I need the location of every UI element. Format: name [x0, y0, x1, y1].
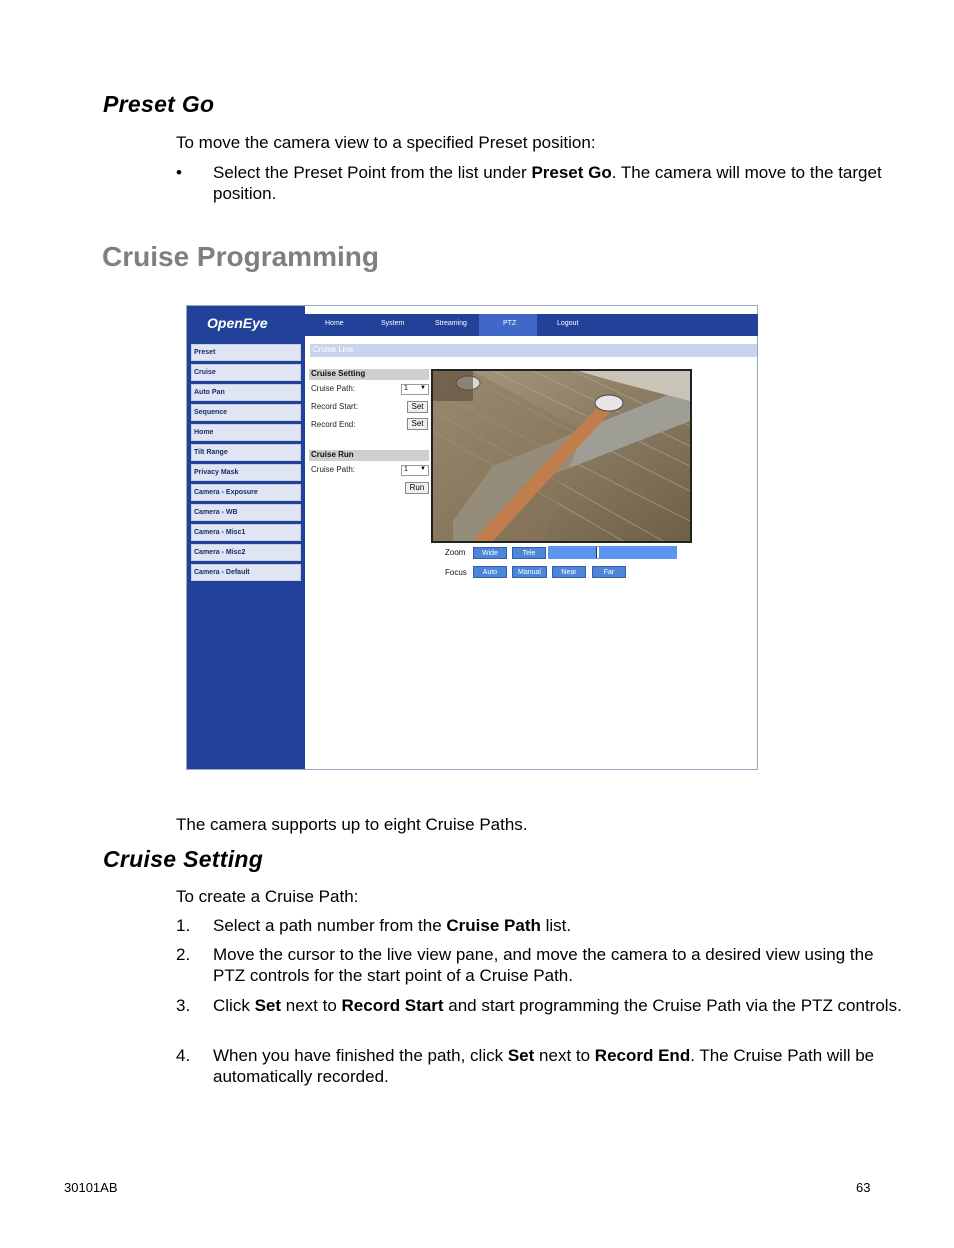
step-number: 1.: [176, 916, 191, 935]
preset-go-intro: To move the camera view to a specified Preset position:: [176, 133, 596, 152]
camera-image: [433, 371, 690, 541]
cruise-path-label: Cruise Path:: [311, 384, 356, 393]
bold-text: Record End: [594, 1046, 691, 1065]
sidebar-item-camera-misc2[interactable]: Camera - Misc2: [191, 544, 301, 561]
openeye-logo: OpenEye: [207, 315, 268, 331]
step-number: 2.: [176, 945, 191, 964]
bold-text: Cruise Path: [446, 916, 541, 935]
sidebar-item-camera-wb[interactable]: Camera - WB: [191, 504, 301, 521]
record-start-set-button[interactable]: Set: [407, 401, 428, 413]
run-button[interactable]: Run: [405, 482, 429, 494]
sidebar-item-camera-exposure[interactable]: Camera - Exposure: [191, 484, 301, 501]
text-run: next to: [534, 1046, 595, 1065]
nav-streaming[interactable]: Streaming: [435, 320, 467, 327]
cruise-setting-intro: To create a Cruise Path:: [176, 887, 359, 906]
focus-near-button[interactable]: Near: [552, 566, 586, 578]
sidebar-item-privacy-mask[interactable]: Privacy Mask: [191, 464, 301, 481]
record-start-label: Record Start:: [311, 402, 359, 411]
cruise-line-bar: Cruise Line: [310, 344, 757, 357]
text-run: When you have finished the path, click: [213, 1046, 508, 1065]
focus-label: Focus: [445, 568, 467, 577]
focus-far-button[interactable]: Far: [592, 566, 626, 578]
cruise-run-path-label: Cruise Path:: [311, 465, 356, 474]
text-run: Select the Preset Point from the list under: [213, 163, 532, 182]
sidebar-item-home[interactable]: Home: [191, 424, 301, 441]
step-number: 3.: [176, 996, 191, 1015]
sidebar-item-cruise[interactable]: Cruise: [191, 364, 301, 381]
focus-manual-button[interactable]: Manual: [512, 566, 547, 578]
cruise-run-title: Cruise Run: [309, 450, 429, 461]
section-heading-cruise-setting: Cruise Setting: [103, 846, 264, 872]
bold-text: Record Start: [341, 996, 444, 1015]
zoom-wide-button[interactable]: Wide: [473, 547, 507, 559]
step-number: 4.: [176, 1046, 191, 1065]
text-run: Select a path number from the: [213, 916, 447, 935]
zoom-slider[interactable]: [548, 546, 677, 559]
text-run: . The camera will move to the target position.: [213, 163, 882, 203]
live-view-pane[interactable]: [431, 369, 692, 543]
text-run: Click: [213, 996, 255, 1015]
top-nav: [305, 314, 758, 336]
footer-doc-id: 30101AB: [64, 1180, 118, 1195]
nav-ptz[interactable]: PTZ: [503, 320, 517, 327]
record-end-set-button[interactable]: Set: [407, 418, 428, 430]
sidebar-item-auto-pan[interactable]: Auto Pan: [191, 384, 301, 401]
bullet-marker: •: [176, 163, 182, 182]
text-run: . The Cruise Path will be automatically recorded.: [213, 1046, 875, 1086]
text-run: list.: [540, 916, 572, 935]
nav-home[interactable]: Home: [325, 320, 344, 327]
select-value: 1: [404, 466, 408, 473]
cruise-path-select[interactable]: [401, 384, 429, 395]
bold-text: Set: [507, 1046, 535, 1065]
nav-system[interactable]: System: [381, 320, 405, 327]
cruise-setting-title: Cruise Setting: [309, 369, 429, 380]
record-end-label: Record End:: [311, 420, 356, 429]
sidebar-item-preset[interactable]: Preset: [191, 344, 301, 361]
focus-auto-button[interactable]: Auto: [473, 566, 507, 578]
sidebar-item-tilt-range[interactable]: Tilt Range: [191, 444, 301, 461]
chevron-down-icon: ▼: [420, 385, 426, 391]
text-run: next to: [281, 996, 342, 1015]
bold-text: Set: [254, 996, 282, 1015]
footer-page-number: 63: [856, 1180, 871, 1195]
section-heading-preset-go: Preset Go: [103, 91, 215, 117]
sidebar-item-sequence[interactable]: Sequence: [191, 404, 301, 421]
nav-logout[interactable]: Logout: [557, 320, 579, 327]
sidebar-item-camera-misc1[interactable]: Camera - Misc1: [191, 524, 301, 541]
zoom-slider-handle[interactable]: [596, 547, 599, 558]
bold-text: Preset Go: [531, 163, 612, 182]
text-run: Move the cursor to the live view pane, and move the camera to a desired view using the PTZ controls for the start point of a Cruise Path.: [213, 945, 874, 985]
chevron-down-icon: ▼: [420, 466, 426, 472]
zoom-label: Zoom: [445, 548, 466, 557]
sidebar-item-camera-default[interactable]: Camera - Default: [191, 564, 301, 581]
select-value: 1: [404, 385, 408, 392]
cruise-run-path-select[interactable]: [401, 465, 429, 476]
ptz-screenshot: [186, 305, 758, 770]
cruise-paths-caption: The camera supports up to eight Cruise Paths.: [176, 815, 528, 834]
section-heading-cruise-programming: Cruise Programming: [102, 241, 379, 272]
zoom-tele-button[interactable]: Tele: [512, 547, 546, 559]
text-run: and start programming the Cruise Path via the PTZ controls.: [443, 996, 902, 1015]
